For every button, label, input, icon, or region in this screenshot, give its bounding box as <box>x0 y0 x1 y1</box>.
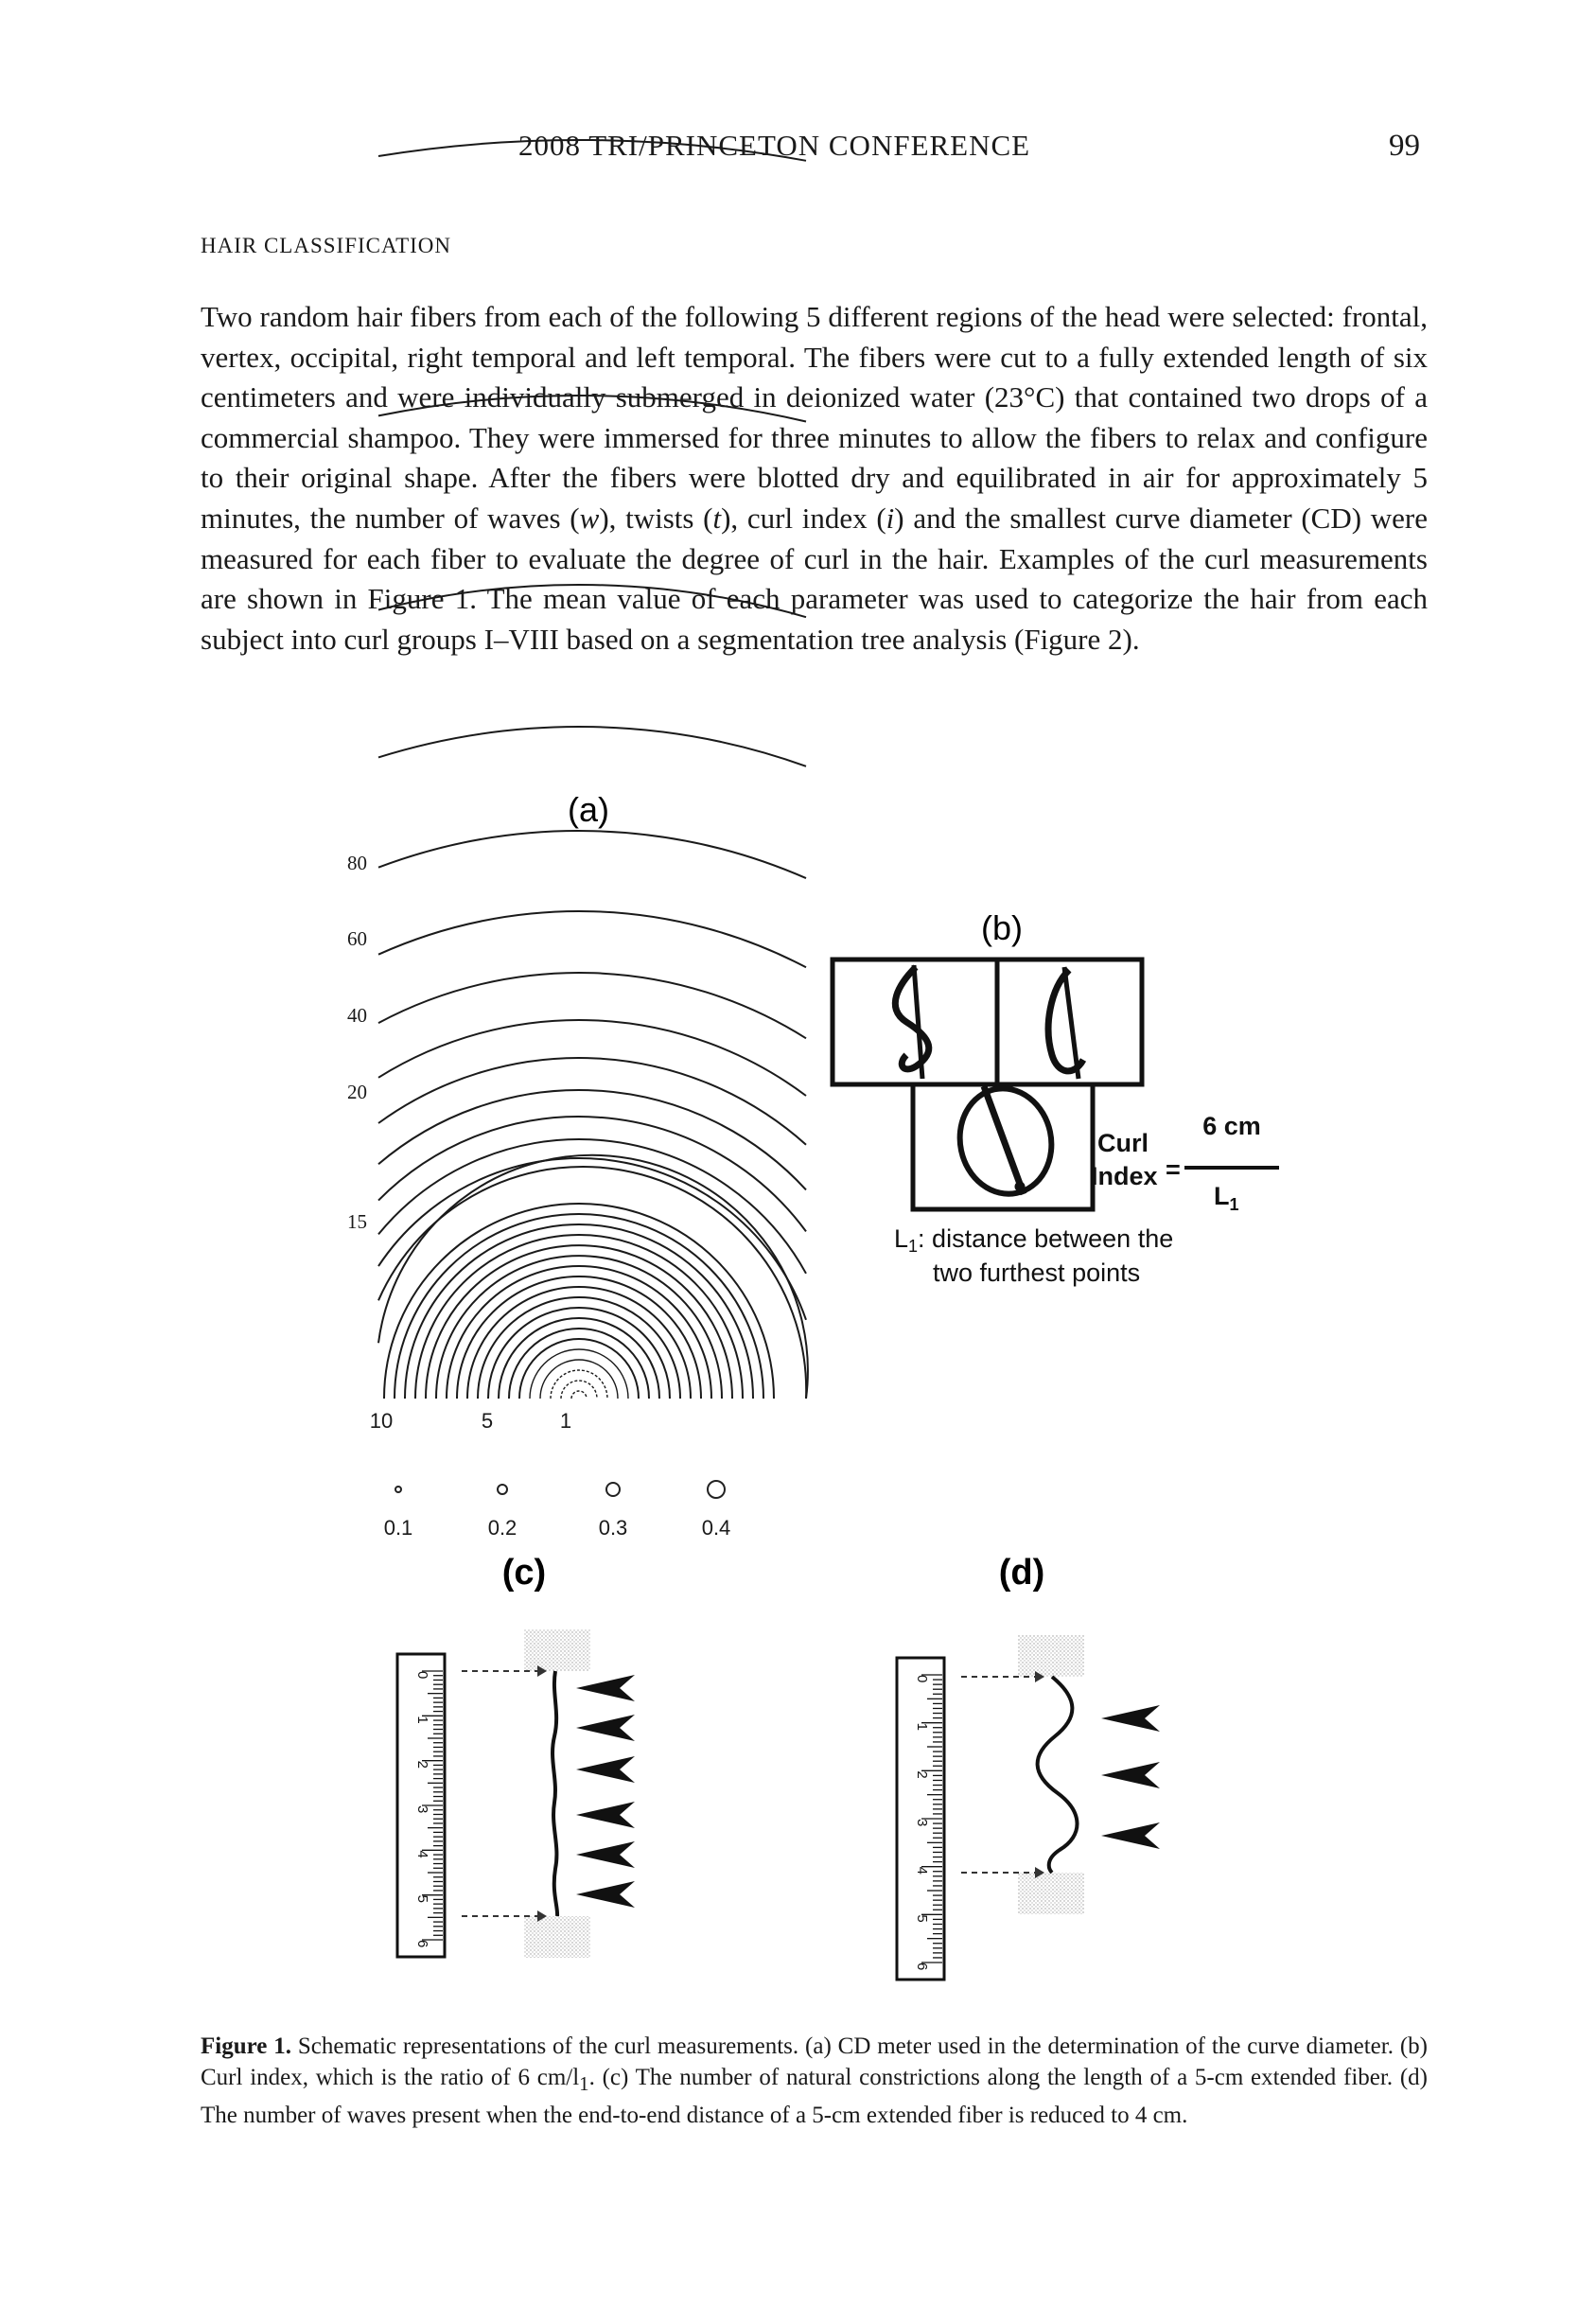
pointer-arrow <box>576 1715 635 1741</box>
var-i: i <box>886 501 895 535</box>
constriction-arrows <box>576 1675 635 1908</box>
cd-arc <box>378 585 806 617</box>
clamp-top-c <box>524 1629 590 1671</box>
note-l-sub: 1 <box>908 1237 919 1256</box>
arc-label-80: 80 <box>347 852 367 874</box>
panel-d-label: (d) <box>998 1553 1045 1593</box>
formula-curl: Curl <box>1097 1129 1149 1157</box>
cd-arc <box>378 1158 806 1320</box>
body-text-segment: Two random hair fibers from each of the following 5 different regions of the head were selected: frontal, vertex, occipital, right temporal and left temporal. The fibers were cut to a fully extended length of six centimeters and were individually submerged in deionized water (23°C) that contained two drops of a commercial shampoo. They were immersed for three minutes to allow the fibers to relax and configure to their original shape. After the fibers were blotted dry and equilibrated in air for approximately 5 minutes, the number of waves ( <box>201 300 1428 535</box>
cd-meter-dots <box>395 1481 725 1498</box>
ruler-number: 1 <box>414 1716 430 1724</box>
note-line-1 <box>894 1224 1173 1256</box>
pointer-arrow <box>576 1881 635 1908</box>
panel-b-label: (b) <box>981 908 1023 947</box>
page-number: 99 <box>1389 129 1420 163</box>
formula-equals: = <box>1166 1155 1181 1184</box>
panel-a <box>347 0 808 1540</box>
bottom-label-5: 5 <box>481 1409 494 1433</box>
body-text-segment: ), curl index ( <box>721 501 886 535</box>
fiber-d <box>1038 1677 1078 1873</box>
cd-arc <box>378 1058 806 1145</box>
formula-denominator <box>1214 1182 1239 1214</box>
pointer-arrow <box>576 1802 635 1828</box>
ruler-number: 3 <box>914 1819 930 1827</box>
bottom-label-10: 10 <box>369 1409 394 1433</box>
cd-arc <box>405 1224 753 1399</box>
clamp-bottom-d <box>1018 1873 1084 1914</box>
caption-text: Schematic representations of the curl measurements. (a) CD meter used in the determination of the curve diameter. (b) Curl index, which is the ratio of 6 cm/l <box>201 2033 1428 2090</box>
panel-c-label: (c) <box>501 1553 547 1593</box>
cd-arc <box>378 396 806 422</box>
cd-arc <box>378 727 806 766</box>
section-heading: HAIR CLASSIFICATION <box>201 234 451 257</box>
panel-a-label: (a) <box>568 790 609 829</box>
pointer-arrow <box>1101 1705 1160 1732</box>
pointer-arrow <box>1101 1762 1160 1788</box>
ruler-number: 6 <box>414 1940 430 1948</box>
panel-c <box>397 1553 635 1958</box>
cd-meter-arcs <box>378 0 808 1399</box>
var-t: t <box>712 501 722 535</box>
ruler-number: 4 <box>414 1850 430 1858</box>
note-l: L <box>894 1224 909 1253</box>
ruler-number: 5 <box>914 1914 930 1923</box>
body-text-segment: ) and the smallest curve diameter (CD) were measured for each fiber to evaluate the degree of curl in the hair. Examples of the curl measurements are shown in Figure 1. The mean value of each parameter was used to categorize the hair from each subject into curl groups I–VIII based on a segmentation tree analysis (Figure 2). <box>201 501 1428 656</box>
arc-label-40: 40 <box>347 1004 367 1027</box>
note-rest: : distance between the <box>918 1224 1174 1253</box>
running-head-title: 2008 TRI/PRINCETON CONFERENCE <box>518 129 1031 162</box>
ruler-number: 0 <box>914 1675 930 1683</box>
formula-denominator-l: L <box>1214 1182 1230 1210</box>
dot-label-0.1: 0.1 <box>383 1516 413 1540</box>
ruler-number: 6 <box>914 1963 930 1971</box>
cd-dot <box>498 1485 507 1494</box>
cd-arc <box>561 1381 597 1399</box>
cd-arc <box>519 1339 639 1399</box>
body-text-segment: ), twists ( <box>599 501 713 535</box>
panel-d <box>897 1553 1160 1980</box>
bottom-label-1: 1 <box>559 1409 572 1433</box>
ruler-c <box>397 1654 445 1957</box>
arc-label-20: 20 <box>347 1081 367 1103</box>
pointer-arrow <box>576 1841 635 1868</box>
caption-sub: 1 <box>579 2072 589 2095</box>
var-w: w <box>579 501 600 535</box>
note-line-2: two furthest points <box>933 1259 1141 1287</box>
dot-label-0.3: 0.3 <box>598 1516 628 1540</box>
cd-arc <box>384 1204 774 1399</box>
cd-arc <box>415 1235 743 1399</box>
ruler-number: 1 <box>914 1722 930 1732</box>
cd-dot <box>395 1487 401 1492</box>
formula-index: Index <box>1091 1162 1158 1190</box>
ruler-number: 5 <box>414 1894 430 1904</box>
dot-label-0.2: 0.2 <box>487 1516 517 1540</box>
cd-arc <box>378 831 806 878</box>
ruler-number: 0 <box>414 1671 430 1680</box>
cd-arc <box>378 973 806 1038</box>
pointer-arrow <box>576 1756 635 1783</box>
caption-text-end: . (c) The number of natural constrictions along the length of a 5-cm extended fiber. (d) The number of waves present when the end-to-end distance of a 5-cm extended fiber is reduced to 4 cm. <box>201 2065 1428 2128</box>
cd-arc <box>378 140 806 161</box>
cd-arc <box>457 1276 701 1399</box>
cd-dot <box>708 1481 725 1498</box>
ruler-number: 2 <box>914 1770 930 1779</box>
cd-arc <box>378 911 806 967</box>
pointer-arrow <box>1101 1822 1160 1849</box>
cd-arc <box>551 1370 607 1399</box>
cd-arc <box>488 1308 670 1399</box>
ruler-number: 2 <box>414 1760 430 1769</box>
cd-arc <box>571 1391 587 1399</box>
cd-dot <box>606 1483 620 1496</box>
ruler-number: 4 <box>914 1866 930 1875</box>
formula-numerator: 6 cm <box>1202 1112 1261 1140</box>
figure-caption <box>201 2031 1428 2131</box>
panel-b <box>833 908 1279 1287</box>
clamp-bottom-c <box>524 1916 590 1958</box>
ruler-number: 3 <box>414 1805 430 1814</box>
arc-label-15: 15 <box>347 1210 367 1233</box>
formula-denominator-sub: 1 <box>1229 1195 1239 1214</box>
fiber-c <box>552 1671 557 1916</box>
dot-label-0.4: 0.4 <box>701 1516 731 1540</box>
ruler-d <box>897 1658 944 1980</box>
clamp-top-d <box>1018 1635 1084 1677</box>
pointer-arrow <box>576 1675 635 1701</box>
arc-label-60: 60 <box>347 927 367 950</box>
wave-arrows <box>1101 1705 1160 1849</box>
caption-label: Figure 1. <box>201 2033 291 2059</box>
